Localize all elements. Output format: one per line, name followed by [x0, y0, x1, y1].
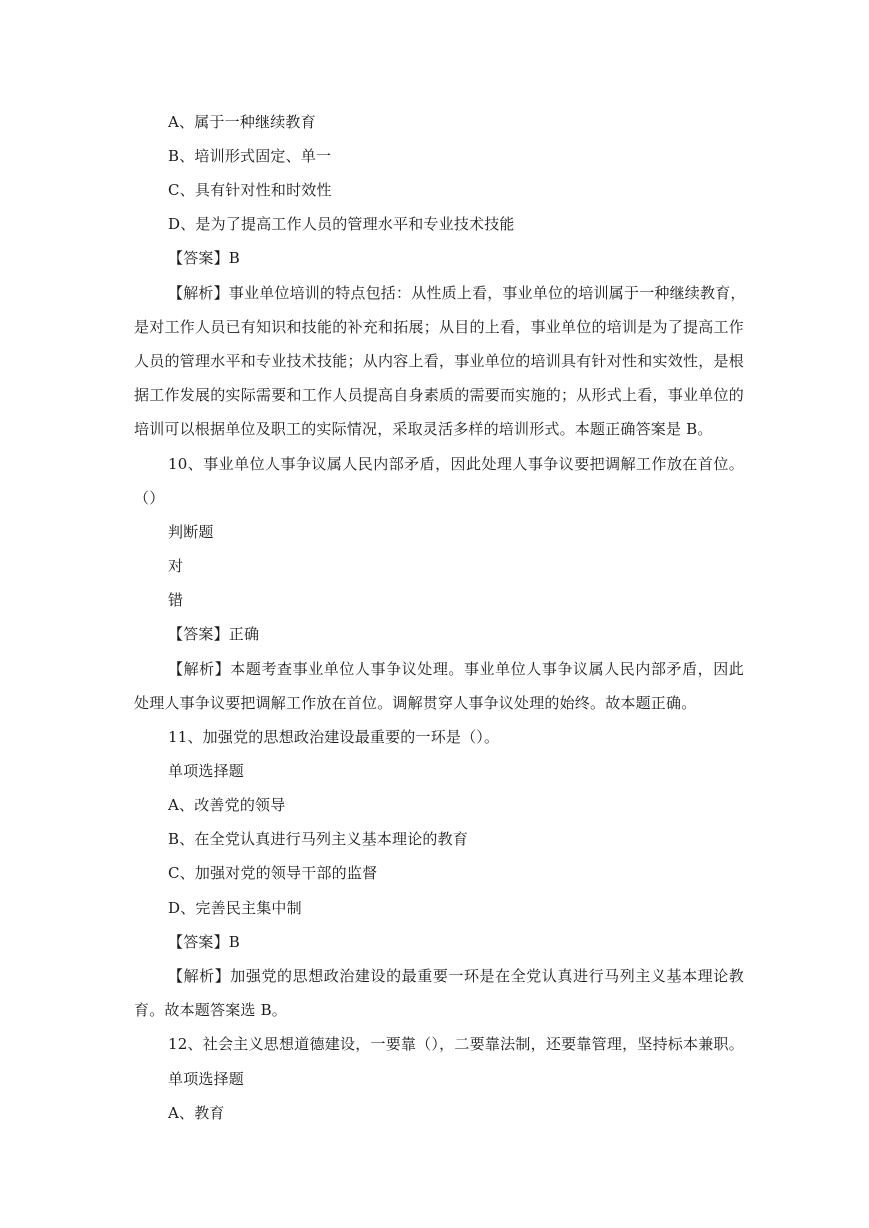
analysis-line: 【解析】本题考查事业单位人事争议处理。事业单位人事争议属人民内部矛盾，因此	[168, 660, 744, 678]
analysis-line: 处理人事争议要把调解工作放在首位。调解贯穿人事争议处理的始终。故本题正确。	[134, 694, 697, 712]
option-a: A、改善党的领导	[168, 796, 286, 814]
option-b: B、培训形式固定、单一	[168, 147, 332, 165]
option-false: 错	[168, 591, 184, 609]
question-type: 单项选择题	[168, 762, 245, 780]
analysis-line: 【解析】加强党的思想政治建设的最重要一环是在全党认真进行马列主义基本理论教	[168, 967, 744, 985]
question-type: 判断题	[168, 523, 214, 541]
question-stem: 10、事业单位人事争议属人民内部矛盾，因此处理人事争议要把调解工作放在首位。	[168, 455, 744, 473]
question-stem: 12、社会主义思想道德建设，一要靠（），二要靠法制，还要靠管理，坚持标本兼职。	[168, 1035, 744, 1053]
option-c: C、具有针对性和时效性	[168, 181, 332, 199]
answer: 【答案】正确	[168, 625, 260, 643]
option-c: C、加强对党的领导干部的监督	[168, 864, 378, 882]
question-type: 单项选择题	[168, 1070, 245, 1088]
option-b: B、在全党认真进行马列主义基本理论的教育	[168, 830, 469, 848]
analysis-line: 据工作发展的实际需要和工作人员提高自身素质的需要而实施的；从形式上看，事业单位的	[134, 386, 744, 404]
question-stem: 11、加强党的思想政治建设最重要的一环是（）。	[168, 728, 500, 746]
answer: 【答案】B	[168, 249, 241, 267]
analysis-line: 培训可以根据单位及职工的实际情况，采取灵活多样的培训形式。本题正确答案是 B。	[134, 420, 713, 438]
option-true: 对	[168, 557, 184, 575]
option-d: D、完善民主集中制	[168, 899, 302, 917]
option-a: A、教育	[168, 1104, 225, 1122]
option-a: A、属于一种继续教育	[168, 113, 316, 131]
question-stem: （）	[134, 489, 165, 507]
analysis-line: 育。故本题答案选 B。	[134, 1001, 287, 1019]
analysis-line: 【解析】事业单位培训的特点包括：从性质上看，事业单位的培训属于一种继续教育，	[168, 284, 746, 302]
answer: 【答案】B	[168, 933, 241, 951]
option-d: D、是为了提高工作人员的管理水平和专业技术技能	[168, 215, 515, 233]
analysis-line: 人员的管理水平和专业技术技能；从内容上看，事业单位的培训具有针对性和实效性，是根	[134, 352, 744, 370]
analysis-line: 是对工作人员已有知识和技能的补充和拓展；从目的上看，事业单位的培训是为了提高工作	[134, 318, 744, 336]
